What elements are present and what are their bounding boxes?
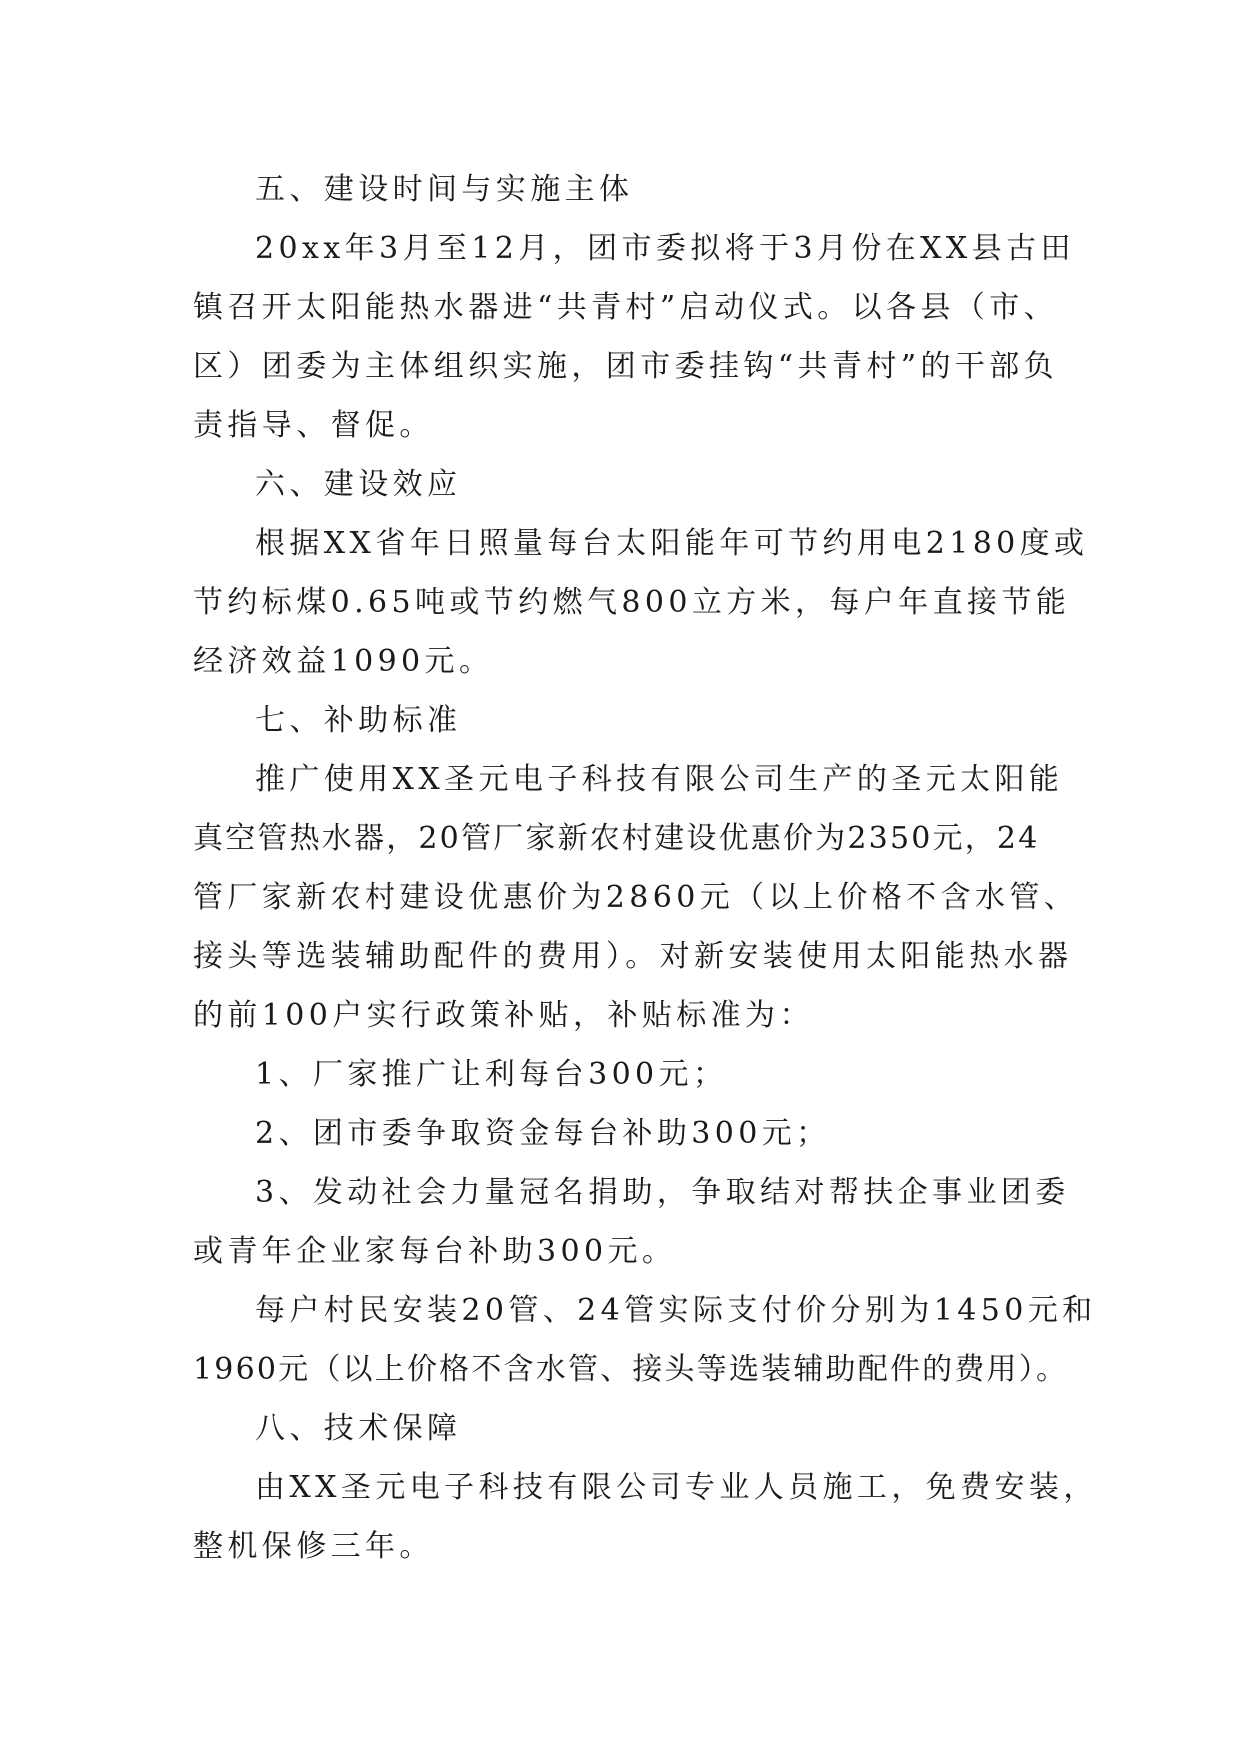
paragraph-line: 的前100户实行政策补贴，补贴标准为： xyxy=(193,998,814,1033)
list-item: 3、发动社会力量冠名捐助，争取结对帮扶企事业团委 xyxy=(255,1175,1070,1210)
paragraph-line: 接头等选装辅助配件的费用）。对新安装使用太阳能热水器 xyxy=(193,939,1073,974)
paragraph-line: 管厂家新农村建设优惠价为2860元（以上价格不含水管、 xyxy=(193,880,1079,915)
heading-construction-time: 五、建设时间与实施主体 xyxy=(255,172,634,207)
paragraph-line: 由XX圣元电子科技有限公司专业人员施工，免费安装， xyxy=(255,1470,1098,1505)
paragraph-line: 责指导、督促。 xyxy=(193,408,434,443)
paragraph-line: 经济效益1090元。 xyxy=(193,644,494,679)
paragraph-line: 真空管热水器，20管厂家新农村建设优惠价为2350元，24 xyxy=(193,821,1040,856)
heading-technical-support: 八、技术保障 xyxy=(255,1411,462,1446)
paragraph-line: 推广使用XX圣元电子科技有限公司生产的圣元太阳能 xyxy=(255,762,1064,797)
list-item: 2、团市委争取资金每台补助300元； xyxy=(255,1116,831,1151)
list-item: 1、厂家推广让利每台300元； xyxy=(255,1057,728,1092)
paragraph-line: 1960元（以上价格不含水管、接头等选装辅助配件的费用）。 xyxy=(193,1352,1069,1387)
paragraph-line: 镇召开太阳能热水器进“共青村”启动仪式。以各县（市、 xyxy=(193,290,1059,325)
paragraph-line: 或青年企业家每台补助300元。 xyxy=(193,1234,677,1269)
paragraph-line: 节约标煤0.65吨或节约燃气800立方米，每户年直接节能 xyxy=(193,585,1071,620)
paragraph-line: 根据XX省年日照量每台太阳能年可节约用电2180度或 xyxy=(255,526,1089,561)
heading-construction-effect: 六、建设效应 xyxy=(255,467,462,502)
paragraph-line: 区）团委为主体组织实施，团市委挂钩“共青村”的干部负 xyxy=(193,349,1059,384)
document-body xyxy=(193,160,1098,1576)
paragraph-line: 整机保修三年。 xyxy=(193,1529,434,1564)
paragraph-line: 20xx年3月至12月，团市委拟将于3月份在XX县古田 xyxy=(255,231,1075,266)
paragraph-line: 每户村民安装20管、24管实际支付价分别为1450元和 xyxy=(255,1293,1097,1328)
heading-subsidy-standard: 七、补助标准 xyxy=(255,703,462,738)
